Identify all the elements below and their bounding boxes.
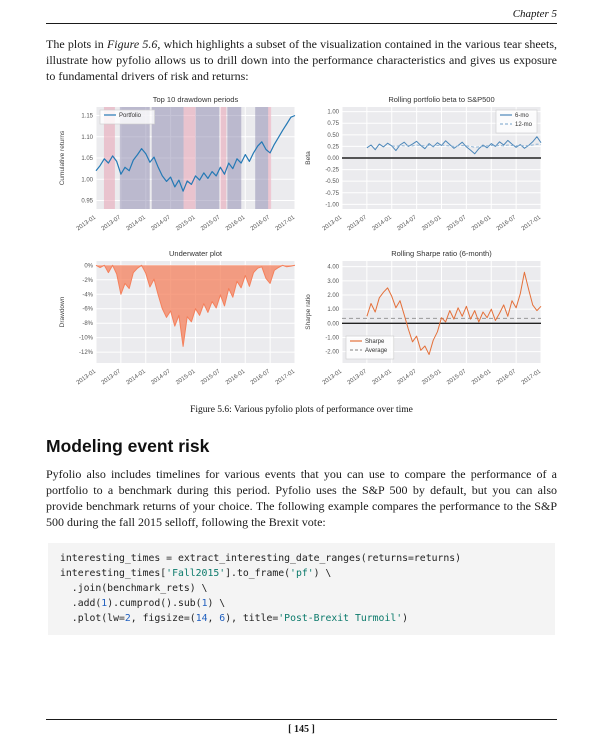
svg-text:-1.00: -1.00 — [324, 335, 339, 342]
chart-rolling-beta — [302, 92, 548, 246]
svg-text:Beta: Beta — [304, 151, 312, 166]
chart-svg-rolling-sharpe — [302, 246, 548, 400]
svg-text:2014-01: 2014-01 — [124, 215, 147, 233]
svg-text:-2%: -2% — [81, 278, 93, 285]
chart-rolling-sharpe — [302, 246, 548, 400]
svg-text:1.05: 1.05 — [80, 156, 93, 163]
code-line: .add(1).cumprod().sub(1) \ — [60, 598, 226, 610]
svg-text:2014-01: 2014-01 — [370, 215, 393, 233]
chart-svg-top-drawdowns — [56, 92, 302, 246]
svg-text:2016-01: 2016-01 — [470, 369, 492, 387]
svg-text:Sharpe: Sharpe — [364, 339, 384, 346]
svg-text:1.00: 1.00 — [80, 177, 93, 184]
svg-text:-0.75: -0.75 — [324, 191, 339, 198]
svg-text:2014-01: 2014-01 — [370, 369, 393, 387]
svg-text:Sharpe ratio: Sharpe ratio — [304, 294, 312, 331]
svg-text:2013-07: 2013-07 — [100, 369, 122, 387]
svg-text:1.00: 1.00 — [326, 307, 339, 314]
svg-text:2015-01: 2015-01 — [174, 215, 197, 233]
svg-text:2014-01: 2014-01 — [124, 369, 147, 387]
svg-text:0.25: 0.25 — [326, 144, 339, 151]
code-line: .join(benchmark_rets) \ — [60, 583, 208, 595]
svg-text:2016-07: 2016-07 — [249, 369, 271, 387]
svg-text:2015-07: 2015-07 — [199, 369, 222, 387]
page-footer — [46, 719, 557, 735]
chart-svg-rolling-beta — [302, 92, 548, 246]
svg-text:2017-01: 2017-01 — [520, 215, 542, 233]
svg-text:2013-07: 2013-07 — [346, 369, 368, 387]
svg-text:Rolling portfolio beta to S&P5: Rolling portfolio beta to S&P500 — [387, 95, 495, 105]
svg-text:2014-07: 2014-07 — [149, 215, 172, 233]
svg-text:2015-07: 2015-07 — [445, 215, 468, 233]
svg-text:Average: Average — [364, 348, 387, 355]
svg-text:1.15: 1.15 — [80, 113, 93, 120]
svg-text:-12%: -12% — [78, 350, 93, 357]
section-heading: Modeling event risk — [46, 436, 210, 457]
svg-text:-0.50: -0.50 — [324, 179, 339, 186]
body-paragraph: Pyfolio also includes timelines for various events that you can use to compare the performance of a portfolio to a benchmark during this period. Pyfolio uses the S&P 500 by default, but you can also provide benchmark returns of your choice. The following example compares the performance to the S&P 500 during the fall 2015 selloff, following the Brexit vote: — [46, 467, 557, 529]
svg-text:2016-01: 2016-01 — [224, 215, 246, 233]
svg-text:2016-07: 2016-07 — [495, 369, 517, 387]
code-block — [48, 543, 555, 635]
svg-text:Underwater plot: Underwater plot — [168, 249, 222, 259]
figure-caption: Figure 5.6: Various pyfolio plots of performance over time — [190, 405, 413, 416]
svg-text:6-mo: 6-mo — [514, 113, 529, 120]
svg-text:2013-01: 2013-01 — [321, 369, 343, 387]
svg-text:-4%: -4% — [81, 292, 93, 299]
svg-text:2015-01: 2015-01 — [420, 215, 443, 233]
chart-top-drawdown-periods — [56, 92, 302, 246]
svg-text:Rolling Sharpe ratio (6-month): Rolling Sharpe ratio (6-month) — [390, 249, 492, 259]
svg-text:-2.00: -2.00 — [324, 350, 339, 357]
svg-text:2013-07: 2013-07 — [100, 215, 122, 233]
svg-text:0.00: 0.00 — [326, 156, 339, 163]
svg-text:1.10: 1.10 — [80, 135, 93, 142]
svg-text:2013-01: 2013-01 — [75, 215, 97, 233]
page-number: [ 145 ] — [288, 724, 315, 735]
figure-5-6 — [46, 92, 557, 400]
code-line: interesting_times['Fall2015'].to_frame('pf') \ — [60, 567, 332, 579]
header-rule — [46, 23, 557, 24]
svg-text:-8%: -8% — [81, 321, 93, 328]
svg-text:2017-01: 2017-01 — [520, 369, 542, 387]
svg-text:0.95: 0.95 — [80, 198, 93, 205]
chart-svg-underwater — [56, 246, 302, 400]
svg-text:Top 10 drawdown periods: Top 10 drawdown periods — [152, 95, 238, 105]
svg-text:2016-01: 2016-01 — [470, 215, 492, 233]
svg-text:2013-07: 2013-07 — [346, 215, 368, 233]
svg-text:2014-07: 2014-07 — [395, 369, 418, 387]
svg-text:-6%: -6% — [81, 307, 93, 314]
svg-text:Drawdown: Drawdown — [58, 297, 66, 328]
code-line: interesting_times = extract_interesting_date_ranges(returns=returns) — [60, 552, 462, 564]
chart-underwater-plot — [56, 246, 302, 400]
svg-text:2016-07: 2016-07 — [249, 215, 271, 233]
code-line: .plot(lw=2, figsize=(14, 6), title='Post-Brexit Turmoil') — [60, 613, 409, 625]
svg-text:-0.25: -0.25 — [324, 168, 339, 175]
svg-text:2013-01: 2013-01 — [321, 215, 343, 233]
svg-text:2016-07: 2016-07 — [495, 215, 517, 233]
svg-text:2014-07: 2014-07 — [395, 215, 418, 233]
svg-text:2014-07: 2014-07 — [149, 369, 172, 387]
svg-text:-1.00: -1.00 — [324, 202, 339, 209]
svg-text:0.50: 0.50 — [326, 133, 339, 140]
svg-text:2017-01: 2017-01 — [274, 215, 296, 233]
svg-text:2013-01: 2013-01 — [75, 369, 97, 387]
chapter-header: Chapter 5 — [512, 8, 557, 20]
svg-text:0%: 0% — [83, 263, 93, 270]
svg-text:2016-01: 2016-01 — [224, 369, 246, 387]
svg-text:2.00: 2.00 — [326, 293, 339, 300]
svg-text:2015-07: 2015-07 — [199, 215, 222, 233]
svg-text:2017-01: 2017-01 — [274, 369, 296, 387]
svg-text:0.00: 0.00 — [326, 321, 339, 328]
svg-text:3.00: 3.00 — [326, 279, 339, 286]
svg-text:1.00: 1.00 — [326, 110, 339, 117]
intro-paragraph: The plots in Figure 5.6, which highlights a subset of the visualization contained in the various tear sheets, illustrate how pyfolio allows us to drill down into the performance characteristics and gives us exposure to fundamental drivers of risk and returns: — [46, 37, 557, 83]
svg-text:12-mo: 12-mo — [514, 122, 532, 129]
svg-text:Portfolio: Portfolio — [118, 113, 141, 120]
svg-text:2015-01: 2015-01 — [420, 369, 443, 387]
svg-text:-10%: -10% — [78, 336, 93, 343]
svg-text:0.75: 0.75 — [326, 121, 339, 128]
svg-text:4.00: 4.00 — [326, 265, 339, 272]
svg-text:Cumulative returns: Cumulative returns — [58, 131, 66, 186]
svg-text:2015-07: 2015-07 — [445, 369, 468, 387]
svg-text:2015-01: 2015-01 — [174, 369, 197, 387]
